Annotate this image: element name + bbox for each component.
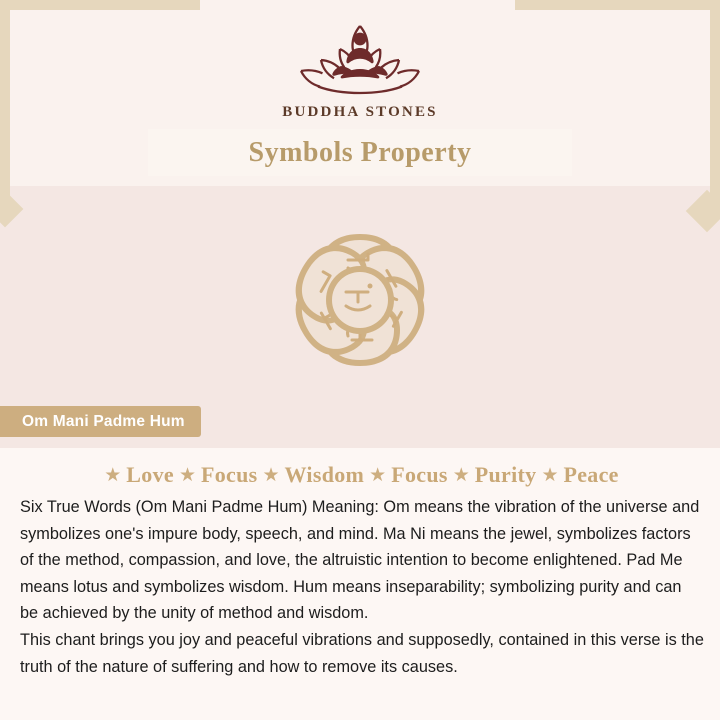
star-icon: ★: [541, 464, 559, 486]
keyword-row: [0, 462, 720, 488]
lotus-meditation-icon: [285, 22, 435, 98]
keyword-purity: Purity: [474, 462, 537, 487]
brand-logo: [0, 22, 720, 121]
ribbon-label: Om Mani Padme Hum: [22, 412, 185, 430]
star-icon: ★: [452, 464, 470, 486]
star-icon: ★: [369, 464, 387, 486]
keyword-love: Love: [126, 462, 174, 487]
keyword-focus-2: Focus: [391, 462, 448, 487]
title-banner: [148, 129, 572, 176]
keyword-focus-1: Focus: [200, 462, 258, 487]
description-block: [20, 494, 704, 680]
om-mani-padme-hum-mandala-icon: [236, 192, 484, 408]
brand-name: BUDDHA STONES: [282, 104, 438, 120]
frame-top-left: [0, 0, 200, 10]
page-title: Symbols Property: [248, 136, 472, 168]
keyword-peace: Peace: [563, 462, 619, 487]
status-badge: [0, 406, 201, 437]
frame-top-right: [515, 0, 720, 10]
star-icon: ★: [262, 464, 280, 486]
description-paragraph-2: This chant brings you joy and peaceful vibrations and supposedly, contained in this verse is the truth of the nature of suffering and how to remove its causes.: [20, 630, 704, 676]
mandala-graphic: [0, 192, 720, 408]
star-icon: ★: [104, 464, 122, 486]
star-icon: ★: [178, 464, 196, 486]
keyword-wisdom: Wisdom: [284, 462, 365, 487]
description-paragraph-1: Six True Words (Om Mani Padme Hum) Meaning: Om means the vibration of the universe and symbolizes one's impure body, speech, and mind. Ma Ni means the jewel, symbolizes factors of the method, compassion, and love, the altruistic intention to become enlightened. Pad Me means lotus and symbolizes wisdom. Hum means inseparability; symbolizing purity and can be achieved by the unity of method and wisdom.: [20, 498, 700, 623]
